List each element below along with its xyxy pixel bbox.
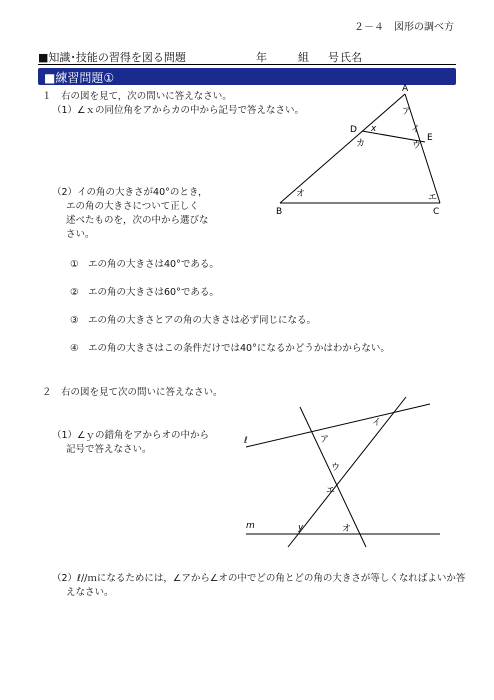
label-D: D: [350, 125, 357, 135]
section-heading: ■練習問題①: [38, 68, 456, 85]
q2-part1-line2: 記号で答えなさい。: [66, 444, 152, 455]
q1-option-1: ① エの角の大きさは40°である。: [70, 259, 219, 270]
label-e2: エ: [326, 486, 336, 496]
year-label: 年: [256, 51, 267, 64]
label-i2: イ: [372, 418, 382, 428]
label-A: A: [402, 84, 409, 94]
q1-option-4: ④ エの角の大きさはこの条件だけでは40°になるかどうかはわからない。: [70, 343, 390, 354]
label-y: y: [298, 523, 304, 533]
q1-option-3: ③ エの角の大きさとアの角の大きさは必ず同じになる。: [70, 315, 317, 326]
worksheet-title: ■知識･技能の習得を図る問題: [38, 51, 186, 64]
label-u2: ウ: [331, 463, 341, 473]
title-row: [38, 46, 456, 65]
label-i: イ: [411, 125, 421, 135]
label-o2: オ: [342, 524, 352, 534]
q2-part2-line2: えなさい。: [66, 587, 114, 598]
name-label: 氏名: [340, 51, 362, 64]
triangle-figure: [270, 80, 460, 220]
label-l: ℓ: [244, 436, 248, 446]
q2-part2-line1: （2）ℓ//ｍになるためには，∠アから∠オの中でどの角とどの角の大きさが等しくなればよいか答: [52, 573, 466, 584]
label-e: エ: [428, 193, 438, 203]
label-o: オ: [296, 189, 306, 199]
label-x: x: [371, 124, 377, 134]
q1-part2-line3: 述べたものを，次の中から選びな: [66, 215, 209, 226]
unit-header: ２－４ 図形の調べ方: [354, 22, 454, 33]
label-B: B: [276, 207, 283, 217]
label-u: ウ: [412, 141, 422, 151]
class-label: 組: [298, 51, 309, 64]
q2-stem: ２ 右の図を見て次の問いに答えなさい。: [42, 387, 223, 398]
label-a2: ア: [320, 435, 330, 445]
parallel-lines-figure: [240, 395, 450, 555]
q1-stem: １ 右の図を見て，次の問いに答えなさい。: [42, 91, 232, 102]
label-ka: カ: [356, 139, 366, 149]
q1-part2-line4: さい。: [66, 229, 95, 240]
q2-part1-line1: （1）∠ｙの錯角をアからオの中から: [52, 430, 210, 441]
q1-part2-line2: エの角の大きさについて正しく: [66, 201, 199, 212]
label-a: ア: [402, 107, 412, 117]
q1-part2-line1: （2）イの角の大きさが40°のとき，: [52, 187, 208, 198]
label-E: E: [427, 133, 433, 143]
q1-part1: （1）∠ｘの同位角をアからカの中から記号で答えなさい。: [52, 105, 305, 116]
label-m: m: [246, 521, 255, 531]
q1-option-2: ② エの角の大きさは60°である。: [70, 287, 219, 298]
label-C: C: [433, 207, 440, 217]
number-label: 号: [328, 51, 339, 64]
